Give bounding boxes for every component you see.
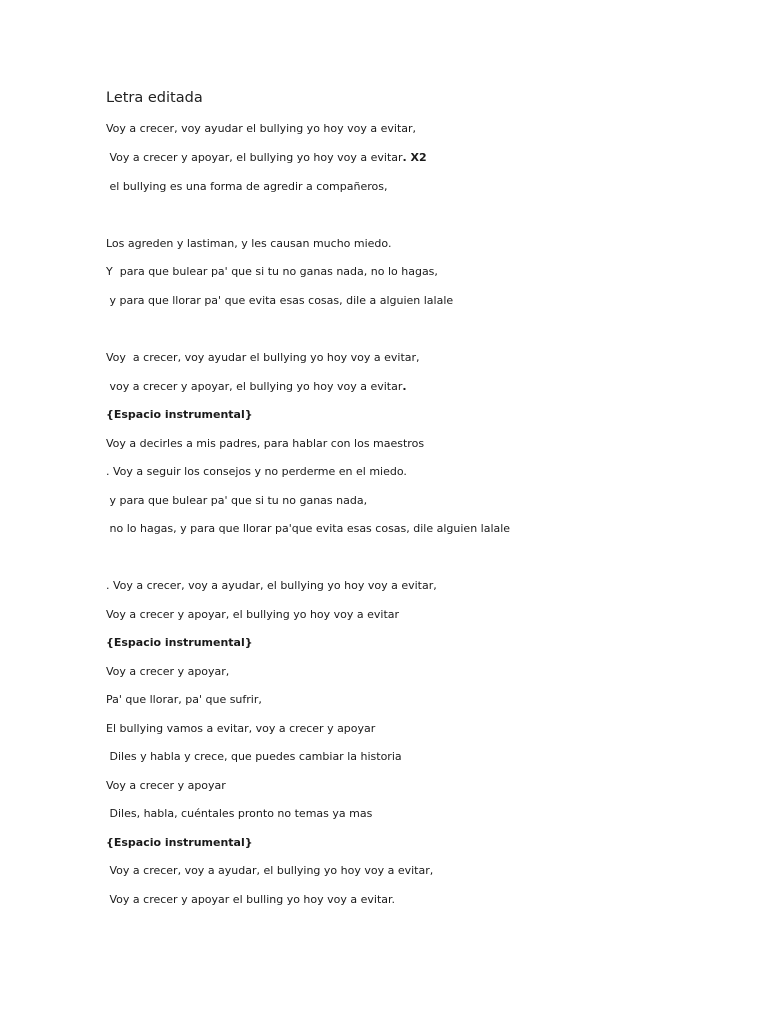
lyric-line-15: Voy a crecer y apoyar, el bullying yo hoy voy a evitar xyxy=(106,608,400,621)
lyric-line-2: Voy a crecer y apoyar, el bullying yo hoy voy a evitar. X2 xyxy=(106,151,427,164)
lyric-line-12: y para que bulear pa' que si tu no ganas nada, xyxy=(106,494,368,507)
lyric-line-1: Voy a crecer, voy ayudar el bullying yo hoy voy a evitar, xyxy=(106,122,417,135)
lyric-line-7: Voy a crecer, voy ayudar el bullying yo hoy voy a evitar, xyxy=(106,351,420,364)
lyric-line-18: Pa' que llorar, pa' que sufrir, xyxy=(106,693,262,706)
document-title: Letra editada xyxy=(106,90,203,106)
lyric-line-20: Diles y habla y crece, que puedes cambiar la historia xyxy=(106,750,402,763)
lyric-line-21: Voy a crecer y apoyar xyxy=(106,779,226,792)
lyric-line-19: El bullying vamos a evitar, voy a crecer y apoyar xyxy=(106,722,376,735)
lyric-line-13: no lo hagas, y para que llorar pa'que evita esas cosas, dile alguien lalale xyxy=(106,522,511,535)
lyric-line-5: Y para que bulear pa' que si tu no ganas nada, no lo hagas, xyxy=(106,265,438,278)
instrumental-break-2: {Espacio instrumental} xyxy=(106,636,253,649)
lyric-line-6: y para que llorar pa' que evita esas cosas, dile a alguien lalale xyxy=(106,294,454,307)
lyric-line-11: . Voy a seguir los consejos y no perderme en el miedo. xyxy=(106,465,407,478)
instrumental-break-3: {Espacio instrumental} xyxy=(106,836,253,849)
lyric-line-17: Voy a crecer y apoyar, xyxy=(106,665,230,678)
lyric-line-24: Voy a crecer, voy a ayudar, el bullying yo hoy voy a evitar, xyxy=(106,864,434,877)
lyric-line-25: Voy a crecer y apoyar el bulling yo hoy voy a evitar. xyxy=(106,893,396,906)
lyric-line-14: . Voy a crecer, voy a ayudar, el bullying yo hoy voy a evitar, xyxy=(106,579,437,592)
lyric-line-8: voy a crecer y apoyar, el bullying yo hoy voy a evitar. xyxy=(106,380,407,393)
lyric-line-22: Diles, habla, cuéntales pronto no temas ya mas xyxy=(106,807,373,820)
lyric-line-3: el bullying es una forma de agredir a compañeros, xyxy=(106,180,388,193)
lyric-line-4: Los agreden y lastiman, y les causan mucho miedo. xyxy=(106,237,392,250)
lyric-line-10: Voy a decirles a mis padres, para hablar con los maestros xyxy=(106,437,425,450)
instrumental-break-1: {Espacio instrumental} xyxy=(106,408,253,421)
